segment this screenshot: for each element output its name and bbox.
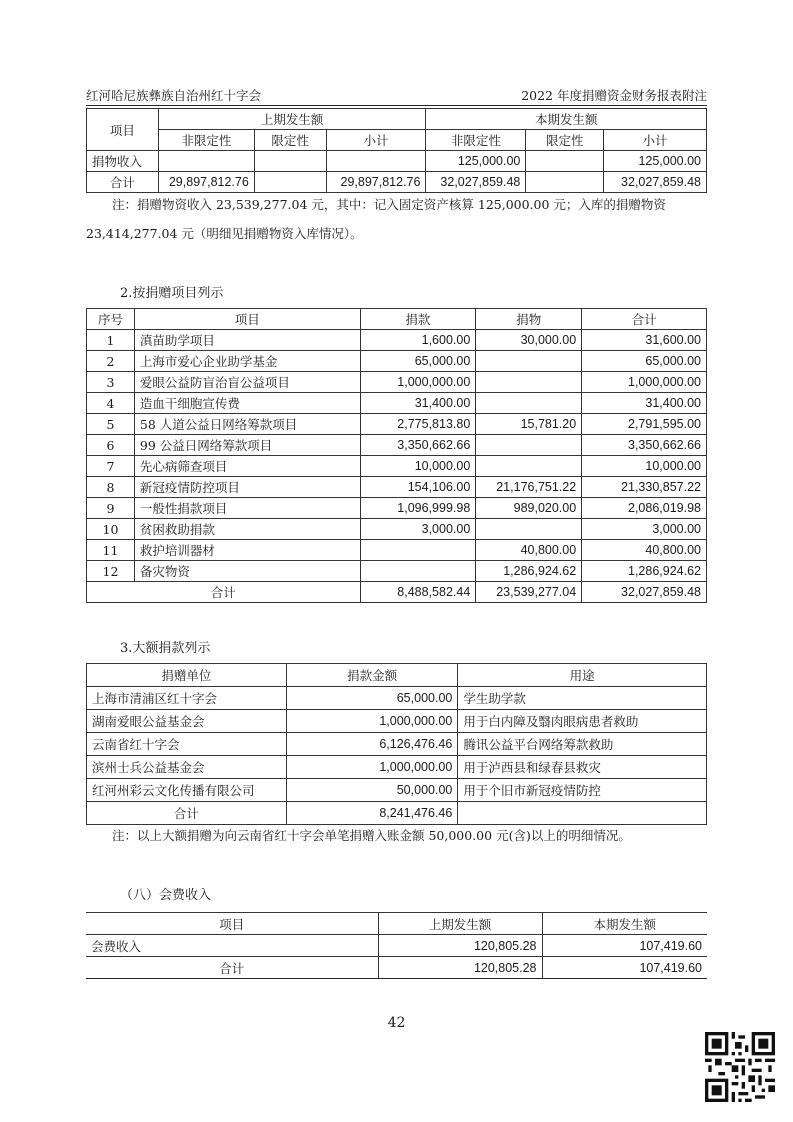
table2-row-no: 4 [87,393,135,414]
donation-income-table [86,108,707,193]
table1-row-item: 捐物收入 [87,151,159,172]
table1-cell: 29,897,812.76 [158,172,254,193]
table-row [87,802,707,825]
table2-row-goods: 30,000.00 [476,330,582,351]
table1-cell [254,151,326,172]
table1-subheader: 非限定性 [158,130,254,151]
table-row [87,151,707,172]
table1-row-item: 合计 [87,172,159,193]
table-row [87,498,707,519]
table1-cell: 125,000.00 [604,151,707,172]
table1-cell [326,151,426,172]
table4-row-item: 会费收入 [86,935,378,957]
table4-header: 上期发生额 [378,913,542,935]
table2-row-item: 上海市爱心企业助学基金 [134,351,360,372]
table-row [87,519,707,540]
table-row [87,779,707,802]
table2-row-goods: 1,286,924.62 [476,561,582,582]
table1-item-header: 项目 [87,109,159,151]
table2-row-item: 造血干细胞宣传费 [134,393,360,414]
table2-row-total: 40,800.00 [582,540,707,561]
table2-row-goods [476,393,582,414]
table3-row-unit: 红河州彩云文化传播有限公司 [87,779,287,802]
table3-total-use [458,802,707,825]
table2-row-goods: 21,176,751.22 [476,477,582,498]
section3-note: 注：以上大额捐赠为向云南省红十字会单笔捐赠入账金额 50,000.00 元(含)以上的明细情况。 [112,828,631,843]
table4-header: 本期发生额 [542,913,707,935]
table2-row-goods [476,519,582,540]
table2-row-total: 31,400.00 [582,393,707,414]
table2-header: 序号 [87,309,135,330]
table2-row-cash: 3,350,662.66 [360,435,476,456]
table4-total-curr: 107,419.60 [542,957,707,979]
table2-row-item: 爱眼公益防盲治盲公益项目 [134,372,360,393]
table3-row-unit: 云南省红十字会 [87,733,287,756]
table1-subheader: 小计 [604,130,707,151]
table3-row-use: 学生助学款 [458,687,707,710]
section3-title: 3.大额捐款列示 [120,641,211,656]
table3-header: 用途 [458,664,707,687]
table3-row-use: 用于白内障及翳肉眼病患者救助 [458,710,707,733]
table2-row-no: 5 [87,414,135,435]
table2-row-item: 备灾物资 [134,561,360,582]
table-row [87,372,707,393]
section2-title: 2.按捐赠项目列示 [120,286,224,301]
table2-row-cash: 2,775,813.80 [360,414,476,435]
table-row [87,172,707,193]
table2-row-goods [476,351,582,372]
table1-subheader: 非限定性 [426,130,526,151]
table2-row-no: 7 [87,456,135,477]
table3-total-amount: 8,241,476.46 [286,802,458,825]
table1-cell: 29,897,812.76 [326,172,426,193]
table2-row-total: 3,350,662.66 [582,435,707,456]
table3-row-amount: 1,000,000.00 [286,756,458,779]
table1-cell: 32,027,859.48 [604,172,707,193]
table2-row-total: 3,000.00 [582,519,707,540]
table2-row-no: 11 [87,540,135,561]
table3-header: 捐款金额 [286,664,458,687]
page-number: 42 [387,1015,406,1031]
table1-curr-header: 本期发生额 [426,109,707,130]
header-org: 红河哈尼族彝族自治州红十字会 [86,88,262,103]
table2-row-no: 12 [87,561,135,582]
table3-row-use: 用于个旧市新冠疫情防控 [458,779,707,802]
table-row [87,351,707,372]
table2-header: 捐物 [476,309,582,330]
table2-row-total: 21,330,857.22 [582,477,707,498]
table2-total-cash: 8,488,582.44 [360,582,476,603]
table2-row-no: 3 [87,372,135,393]
table1-cell: 125,000.00 [426,151,526,172]
table-row [87,733,707,756]
table1-subheader: 限定性 [254,130,326,151]
table2-row-item: 滇苗助学项目 [134,330,360,351]
table3-row-amount: 6,126,476.46 [286,733,458,756]
table2-row-goods: 15,781.20 [476,414,582,435]
table2-row-no: 6 [87,435,135,456]
table2-row-cash [360,540,476,561]
table2-row-total: 31,600.00 [582,330,707,351]
table-row [87,756,707,779]
table3-total-label: 合计 [87,802,287,825]
table2-row-cash: 10,000.00 [360,456,476,477]
header-doc-title: 2022 年度捐赠资金财务报表附注 [521,88,707,103]
table3-row-amount: 65,000.00 [286,687,458,710]
table2-row-total: 2,791,595.00 [582,414,707,435]
table2-row-no: 2 [87,351,135,372]
table1-cell [254,172,326,193]
table-row [87,393,707,414]
table2-row-no: 8 [87,477,135,498]
table-row [87,561,707,582]
table2-row-no: 10 [87,519,135,540]
table4-total-prev: 120,805.28 [378,957,542,979]
table1-cell [526,151,604,172]
table3-row-use: 用于泸西县和绿春县救灾 [458,756,707,779]
table1-note-line2: 23,414,277.04 元（明细见捐赠物资入库情况）。 [86,226,363,241]
table2-header: 项目 [134,309,360,330]
table4-header: 项目 [86,913,378,935]
qr-code-icon [705,1032,775,1102]
table-row [87,456,707,477]
table2-row-total: 2,086,019.98 [582,498,707,519]
table-row [87,582,707,603]
table1-note-line1: 注：捐赠物资收入 23,539,277.04 元，其中：记入固定资产核算 125,000.00 元；入库的捐赠物资 [112,197,666,212]
donation-by-project-table [86,308,707,603]
table1-cell [158,151,254,172]
table-row [87,540,707,561]
table3-row-amount: 50,000.00 [286,779,458,802]
table3-header: 捐赠单位 [87,664,287,687]
table1-subheader: 小计 [326,130,426,151]
membership-fee-table [86,912,707,979]
table2-row-goods [476,372,582,393]
table2-row-cash: 31,400.00 [360,393,476,414]
table3-row-amount: 1,000,000.00 [286,710,458,733]
table-row [87,710,707,733]
table1-subheader: 限定性 [526,130,604,151]
table2-row-total: 1,000,000.00 [582,372,707,393]
table-row [87,477,707,498]
table2-header: 合计 [582,309,707,330]
table3-row-use: 腾讯公益平台网络筹款救助 [458,733,707,756]
table2-row-total: 1,286,924.62 [582,561,707,582]
table2-row-item: 救护培训器材 [134,540,360,561]
table2-row-item: 先心病筛查项目 [134,456,360,477]
table-row [87,687,707,710]
table2-row-total: 65,000.00 [582,351,707,372]
table4-total-label: 合计 [86,957,378,979]
table2-row-item: 新冠疫情防控项目 [134,477,360,498]
table2-row-cash: 154,106.00 [360,477,476,498]
table2-total-goods: 23,539,277.04 [476,582,582,603]
table2-row-item: 一般性捐款项目 [134,498,360,519]
table2-total-label: 合计 [87,582,361,603]
table3-row-unit: 滨州士兵公益基金会 [87,756,287,779]
table-row [87,330,707,351]
table3-row-unit: 上海市清浦区红十字会 [87,687,287,710]
table1-cell [526,172,604,193]
table-row [86,935,707,957]
table1-cell: 32,027,859.48 [426,172,526,193]
section8-title: （八）会费收入 [120,888,212,903]
table2-row-goods [476,435,582,456]
large-donation-table [86,663,707,825]
table4-row-curr: 107,419.60 [542,935,707,957]
table1-prev-header: 上期发生额 [158,109,426,130]
table4-row-prev: 120,805.28 [378,935,542,957]
table2-row-item: 58 人道公益日网络筹款项目 [134,414,360,435]
table2-row-goods [476,456,582,477]
table2-row-cash: 3,000.00 [360,519,476,540]
table2-row-total: 10,000.00 [582,456,707,477]
table2-row-no: 9 [87,498,135,519]
table2-total-total: 32,027,859.48 [582,582,707,603]
table-row [87,414,707,435]
table2-row-cash: 1,000,000.00 [360,372,476,393]
table2-row-item: 贫困救助捐款 [134,519,360,540]
table2-row-cash [360,561,476,582]
table2-row-cash: 1,096,999.98 [360,498,476,519]
table2-row-no: 1 [87,330,135,351]
table2-row-goods: 989,020.00 [476,498,582,519]
table2-header: 捐款 [360,309,476,330]
table3-row-unit: 湖南爱眼公益基金会 [87,710,287,733]
table2-row-item: 99 公益日网络筹款项目 [134,435,360,456]
table-row [87,435,707,456]
table2-row-cash: 65,000.00 [360,351,476,372]
table2-row-goods: 40,800.00 [476,540,582,561]
header-rule [86,105,707,106]
table2-row-cash: 1,600.00 [360,330,476,351]
table-row [86,957,707,979]
